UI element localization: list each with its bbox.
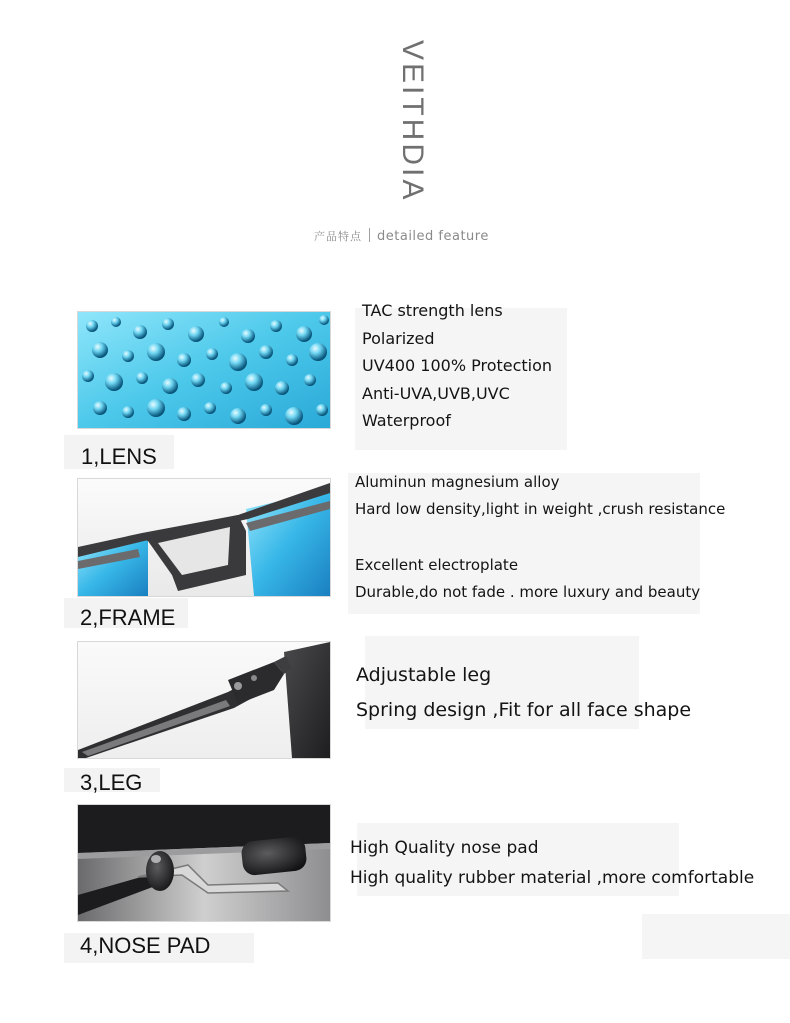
feature-label-lens: 1,LENS	[64, 435, 174, 469]
leg-line-2: Spring design ,Fit for all face shape	[356, 699, 692, 721]
frame-line-1: Aluminun magnesium alloy	[355, 473, 560, 491]
lens-line-5: Waterproof	[362, 411, 451, 430]
frame-line-2: Hard low density,light in weight ,crush resistance	[355, 500, 726, 518]
lens-image	[78, 312, 330, 428]
frame-line-4: Durable,do not fade . more luxury and beauty	[355, 583, 701, 601]
lens-line-3: UV400 100% Protection	[362, 356, 553, 375]
feature-label-leg: 3,LEG	[64, 768, 160, 792]
temple-hinge-illustration	[78, 642, 330, 758]
leg-image	[78, 642, 330, 758]
subtitle-en: detailed feature	[377, 229, 489, 244]
lens-line-2: Polarized	[362, 329, 435, 348]
frame-line-3: Excellent electroplate	[355, 556, 519, 574]
subtitle-cn: 产品特点	[314, 230, 362, 243]
lens-line-4: Anti-UVA,UVB,UVC	[362, 384, 510, 403]
feature-label-frame: 2,FRAME	[64, 598, 188, 628]
water-drops-illustration	[78, 312, 330, 428]
lens-line-1: TAC strength lens	[362, 301, 503, 320]
section-subtitle	[314, 228, 489, 244]
empty-panel	[642, 914, 790, 959]
leg-line-1: Adjustable leg	[356, 664, 492, 686]
feature-label-nose-pad: 4,NOSE PAD	[64, 933, 254, 963]
frame-image	[78, 479, 330, 596]
nosepad-line-2: High quality rubber material ,more comfortable	[350, 868, 755, 888]
nosepad-line-1: High Quality nose pad	[350, 838, 539, 858]
subtitle-divider	[369, 228, 370, 242]
frame-bridge-illustration	[78, 479, 330, 596]
brand-title: VEITHDIA	[396, 40, 429, 203]
nose-pad-illustration	[78, 805, 330, 921]
nosepad-image	[78, 805, 330, 921]
